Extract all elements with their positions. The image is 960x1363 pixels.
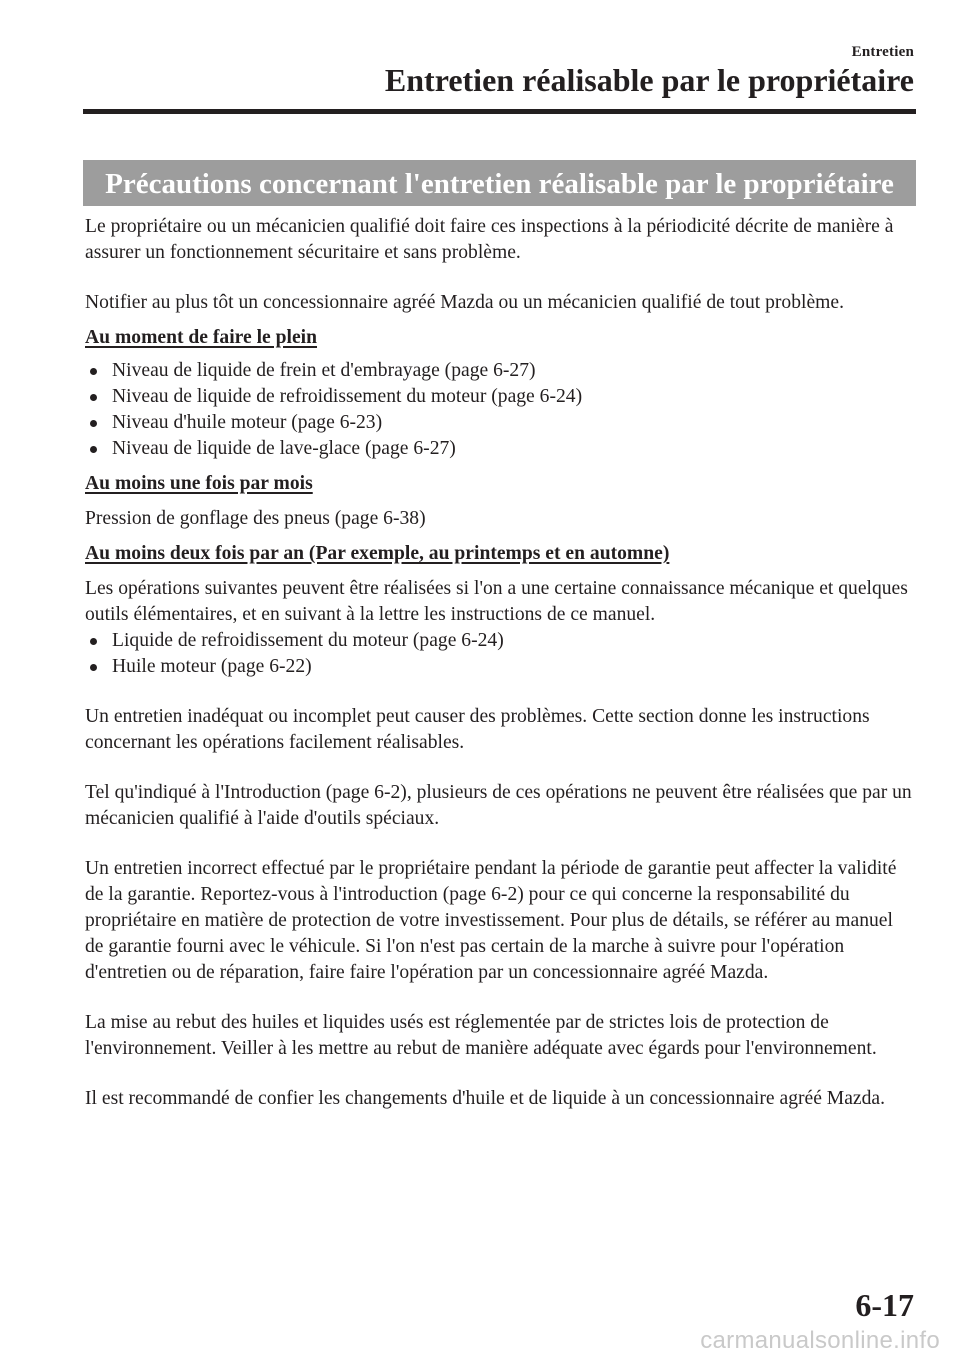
list-item-text: Niveau d'huile moteur (page 6-23)	[112, 412, 383, 433]
list-item	[85, 410, 915, 436]
body-paragraph: Un entretien incorrect effectué par le propriétaire pendant la période de garantie peut affecter la validité de la garantie. Reportez-vous à l'introduction (page 6-2) pour ce qui concerne la responsabilité du propriétaire en matière de protection de votre investissement. Pour plus de détails, se référer au manuel de garantie fourni avec le véhicule. Si l'on n'est pas certain de la marche à suivre pour l'opération d'entretien ou de réparation, faire faire l'opération par un concessionnaire agréé Mazda.	[85, 858, 897, 983]
page-number: 6-17	[855, 1287, 914, 1323]
list-item	[85, 654, 915, 680]
list-item-text: Niveau de liquide de refroidissement du moteur (page 6-24)	[112, 386, 583, 407]
twice-yearly-list	[85, 628, 915, 680]
body-paragraph: Tel qu'indiqué à l'Introduction (page 6-2), plusieurs de ces opérations ne peuvent être réalisées que par un mécanicien qualifié à l'aide d'outils spéciaux.	[85, 782, 912, 829]
list-item	[85, 358, 915, 384]
fueling-list	[85, 358, 915, 462]
intro-paragraph-1: Le propriétaire ou un mécanicien qualifié doit faire ces inspections à la périodicité décrite de manière à assurer un fonctionnement sécuritaire et sans problème.	[85, 216, 894, 263]
bullet-icon	[90, 420, 97, 427]
bullet-icon	[90, 664, 97, 671]
list-item-text: Liquide de refroidissement du moteur (page 6-24)	[112, 630, 504, 651]
bullet-icon	[90, 394, 97, 401]
list-item-text: Huile moteur (page 6-22)	[112, 656, 312, 677]
bullet-icon	[90, 638, 97, 645]
bullet-icon	[90, 446, 97, 453]
list-item-text: Niveau de liquide de lave-glace (page 6-27)	[112, 438, 456, 459]
body-paragraph: Il est recommandé de confier les changements d'huile et de liquide à un concessionnaire agréé Mazda.	[85, 1088, 886, 1109]
monthly-text: Pression de gonflage des pneus (page 6-38)	[85, 508, 426, 529]
watermark: carmanualsonline.info	[700, 1327, 940, 1354]
list-item	[85, 436, 915, 462]
twice-yearly-text: Les opérations suivantes peuvent être réalisées si l'on a une certaine connaissance mécanique et quelques outils élémentaires, et en suivant à la lettre les instructions de ce manuel.	[85, 578, 908, 625]
bullet-icon	[90, 368, 97, 375]
section-title-band: Précautions concernant l'entretien réalisable par le propriétaire	[83, 160, 916, 206]
list-item-text: Niveau de liquide de frein et d'embrayage (page 6-27)	[112, 360, 536, 381]
body-paragraph: Un entretien inadéquat ou incomplet peut causer des problèmes. Cette section donne les instructions concernant les opérations facilement réalisables.	[85, 706, 870, 753]
list-item	[85, 384, 915, 410]
header-rule	[83, 109, 916, 114]
intro-paragraph-2: Notifier au plus tôt un concessionnaire agréé Mazda ou un mécanicien qualifié de tout problème.	[85, 292, 844, 313]
fueling-heading: Au moment de faire le plein	[85, 327, 318, 348]
body-paragraph: La mise au rebut des huiles et liquides usés est réglementée par de strictes lois de protection de l'environnement. Veiller à les mettre au rebut de manière adéquate avec égards pour l'environnement.	[85, 1012, 877, 1059]
page-header-title: Entretien réalisable par le propriétaire	[384, 62, 914, 98]
list-item	[85, 628, 915, 654]
twice-yearly-heading: Au moins deux fois par an (Par exemple, au printemps et en automne)	[85, 543, 670, 564]
page-content	[85, 214, 915, 1112]
monthly-heading: Au moins une fois par mois	[85, 473, 313, 494]
chapter-label: Entretien	[851, 44, 914, 60]
